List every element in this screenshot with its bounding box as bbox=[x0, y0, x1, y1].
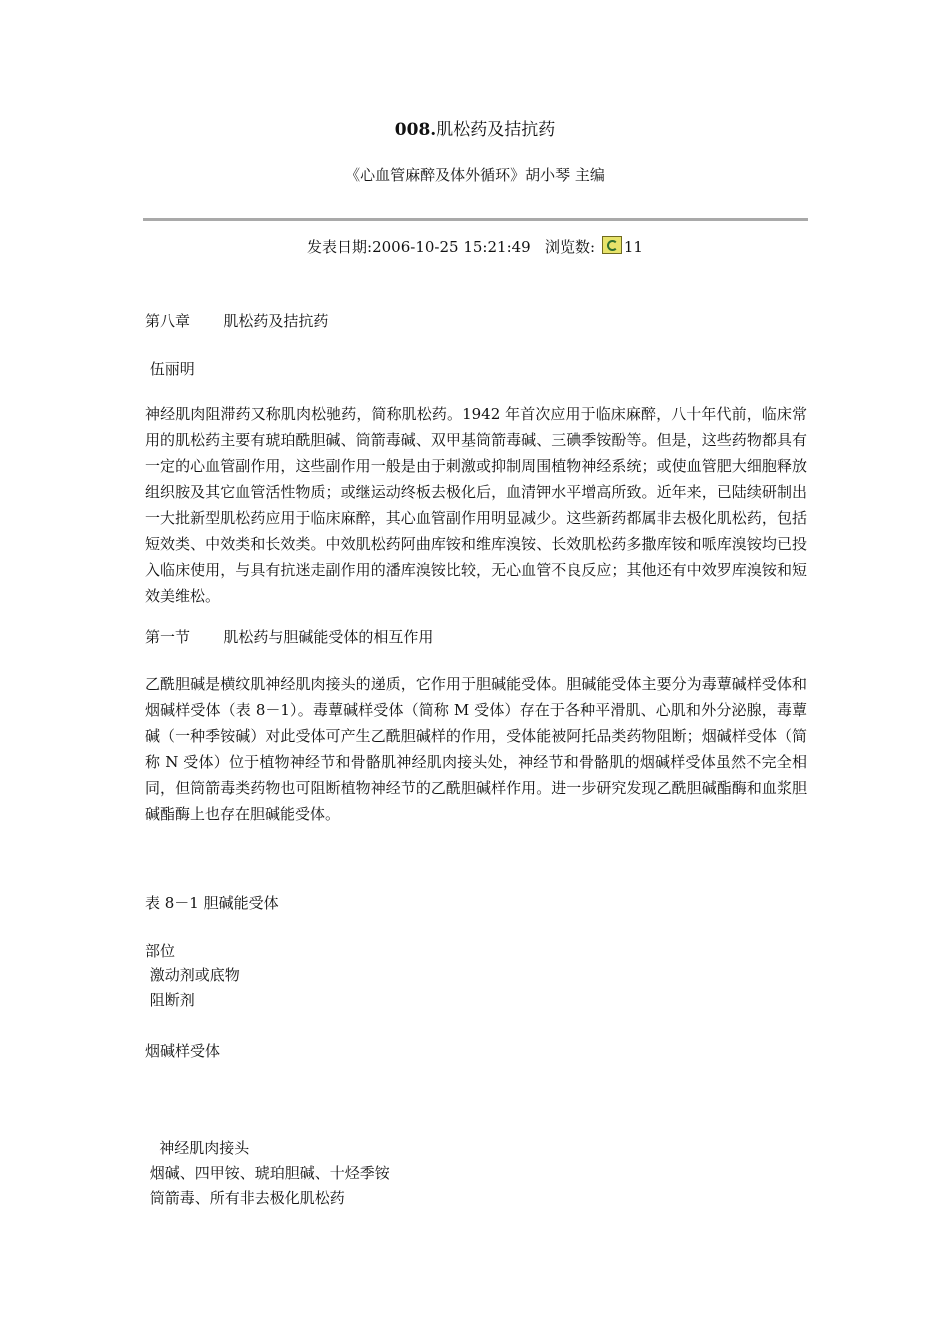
page-title bbox=[0, 115, 950, 140]
table-row-blocker: 筒箭毒、所有非去极化肌松药 bbox=[145, 1189, 345, 1207]
views-label: 浏览数: bbox=[545, 238, 596, 256]
views-count: 11 bbox=[623, 238, 643, 256]
title-text: 肌松药及拮抗药 bbox=[436, 120, 556, 140]
refresh-icon[interactable] bbox=[602, 236, 622, 254]
date-label: 发表日期: bbox=[307, 238, 373, 256]
table-caption: 表 8－1 胆碱能受体 bbox=[145, 894, 279, 912]
meta-line bbox=[0, 236, 950, 257]
paragraph-receptors: 乙酰胆碱是横纹肌神经肌肉接头的递质，它作用于胆碱能受体。胆碱能受体主要分为毒蕈碱样受体和烟碱样受体（表 8－1）。毒蕈碱样受体（简称 M 受体）存在于各种平滑肌、心肌和外分泌腺，毒蕈碱（一种季铵碱）对此受体可产生乙酰胆碱样的作用，受体能被阿托品类药物阻断；烟碱样受体（简称 N 受体）位于植物神经节和骨骼肌神经肌肉接头处，神经节和骨骼肌的烟碱样受体虽然不完全相同，但筒箭毒类药物也可阻断植物神经节的乙酰胆碱样作用。进一步研究发现乙酰胆碱酯酶和血浆胆碱酯酶上也存在胆碱能受体。 bbox=[145, 675, 807, 823]
section-heading: 第一节 肌松药与胆碱能受体的相互作用 bbox=[145, 628, 434, 646]
author: 伍丽明 bbox=[145, 360, 195, 378]
table-header-site: 部位 bbox=[145, 942, 176, 960]
table-header-blocker: 阻断剂 bbox=[145, 991, 195, 1009]
title-number: 008. bbox=[394, 120, 437, 140]
chapter-heading: 第八章 肌松药及拮抗药 bbox=[145, 312, 329, 330]
paragraph-intro: 神经肌肉阻滞药又称肌肉松驰药，简称肌松药。1942 年首次应用于临床麻醉，八十年代前，临床常用的肌松药主要有琥珀酰胆碱、筒箭毒碱、双甲基筒箭毒碱、三碘季铵酚等。但是，这些药物都具有一定的心血管副作用，这些副作用一般是由于刺激或抑制周围植物神经系统；或使血管肥大细胞释放组织胺及其它血管活性物质；或继运动终板去极化后，血清钾水平增高所致。近年来，已陆续研制出一大批新型肌松药应用于临床麻醉，其心血管副作用明显减少。这些新药都属非去极化肌松药，包括短效类、中效类和长效类。中效肌松药阿曲库铵和维库溴铵、长效肌松药多撒库铵和哌库溴铵均已投入临床使用，与具有抗迷走副作用的潘库溴铵比较，无心血管不良反应；其他还有中效罗库溴铵和短效美维松。 bbox=[145, 405, 807, 605]
table-group-nicotinic: 烟碱样受体 bbox=[145, 1042, 221, 1060]
date-value: 2006-10-25 15:21:49 bbox=[372, 238, 531, 256]
table-row-agonist: 烟碱、四甲铵、琥珀胆碱、十烃季铵 bbox=[145, 1164, 390, 1182]
source-line: 《心血管麻醉及体外循环》胡小琴 主编 bbox=[345, 166, 605, 184]
divider bbox=[143, 218, 808, 221]
table-header-agonist: 激动剂或底物 bbox=[145, 966, 240, 984]
table-row-site: 神经肌肉接头 bbox=[145, 1139, 250, 1157]
